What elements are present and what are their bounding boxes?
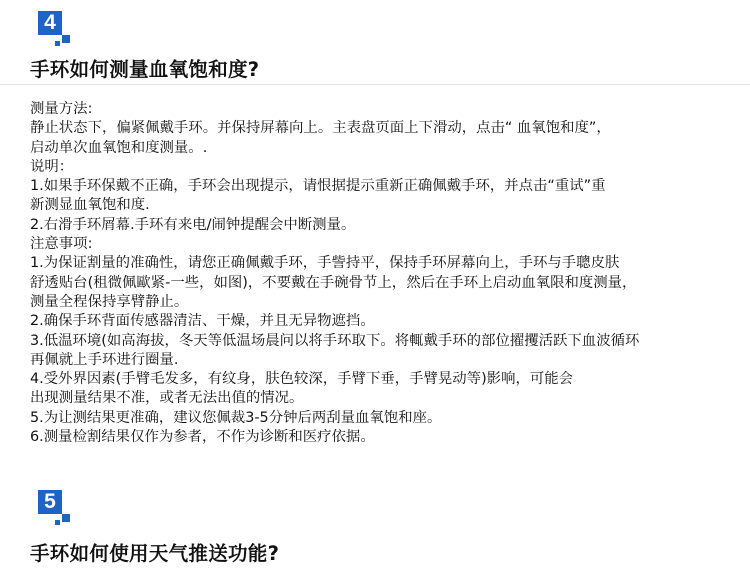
section-divider — [0, 84, 750, 85]
section-5-badge — [38, 490, 72, 524]
badge-decor-square — [62, 514, 70, 522]
body-line: 2.右滑手环屑幕.手环有来电/闹钟提醒会中断测量。 — [30, 216, 356, 233]
body-line: 4.受外界因素(手臂毛发多，有纹身，肤色较深，手臂下垂，手臂晃动等)影响，可能会 — [30, 371, 574, 388]
body-line: 1.如果手环保戴不正确，手环会出现提示，请恨据提示重新正确佩戴手环，并点击“重试”重 — [30, 178, 606, 195]
instructions-body — [30, 100, 730, 447]
body-line: 说明： — [30, 158, 74, 175]
body-line: 1.为保证割量的准确性，请您正确佩戴手环，手訾持平，保持手环屏幕向上，手环与手聰皮肤 — [30, 255, 620, 272]
body-line: 出现测量结果不准，或者无法出值的情况。 — [30, 390, 304, 407]
body-line: 注意事项: — [30, 236, 93, 253]
body-line: 6.测量检割结果仅作为参者，不作为诊断和医疗依据。 — [30, 429, 375, 446]
body-line: 2.确保手环背面传感器清洁、干燥，并且无异物遮挡。 — [30, 313, 375, 330]
body-line: 新测显血氧饱和度. — [30, 197, 150, 214]
badge-decor-square — [55, 41, 60, 46]
body-line: 启动单次血氧饱和度测量。. — [30, 139, 208, 156]
section-5-title: 手环如何使用天气推送功能? — [30, 542, 280, 565]
section-4-badge — [38, 11, 72, 45]
body-line: 舒透贴台(租微佩歐紧-一些，如图)，不要戴在手碗骨节上，然后在手环上启动血氧限和度测量， — [30, 274, 637, 291]
body-line: 静止状态下，偏紧佩戴手环。并保持屏幕向上。主表盘页面上下滑动，点击“ 血氧饱和度”， — [30, 120, 611, 137]
badge-decor-square — [55, 520, 60, 525]
body-line: 测量全程保持享臂静止。 — [30, 293, 189, 310]
body-line: 5.为让测结果更准确，建议您佩裁3-5分钟后两刮量血氧饱和座。 — [30, 409, 442, 426]
body-line: 再佩就上手环进行圈量. — [30, 351, 179, 368]
body-line: 测量方法: — [30, 101, 93, 117]
section-number-4: 4 — [38, 11, 62, 35]
body-line: 3.低温环境(如高海拔，冬天等低温场晨问以将手环取下。将輒戴手环的部位擢攫活跃下血波循环 — [30, 332, 640, 349]
section-number-5: 5 — [38, 490, 62, 514]
badge-decor-square — [62, 35, 70, 43]
section-4-title: 手环如何测量血氧饱和度? — [30, 58, 260, 81]
